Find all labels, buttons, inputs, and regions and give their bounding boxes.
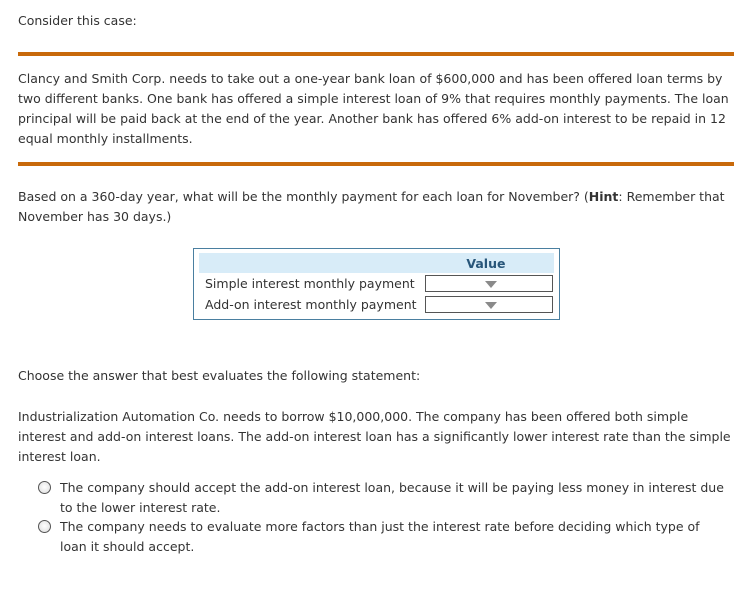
simple-interest-cell: [418, 273, 554, 294]
value-table-header-row: [199, 253, 554, 273]
radio-button-2[interactable]: [38, 520, 51, 533]
dropdown-arrow-icon: [485, 281, 497, 288]
value-table-header-spacer: [199, 253, 418, 273]
simple-interest-dropdown[interactable]: [425, 275, 553, 292]
answer-option-2[interactable]: [38, 517, 728, 557]
table-row: [199, 294, 554, 315]
bottom-divider: [18, 162, 734, 166]
add-on-interest-cell: [418, 294, 554, 315]
case-text: Clancy and Smith Corp. needs to take out a one-year bank loan of $600,000 and has been offered loan terms by two different banks. One bank has offered a simple interest loan of 9% that requires monthly payments. The loan principal will be paid back at the end of the year. Another bank has offered 6% add-on interest to be repaid in 12 equal monthly installments.: [18, 71, 729, 146]
top-divider: [18, 52, 734, 56]
table-row: [199, 273, 554, 294]
hint-label: Hint: [588, 189, 619, 204]
answer-option-1[interactable]: [38, 478, 728, 518]
answer-option-2-text: The company needs to evaluate more factors than just the interest rate before deciding which type of loan it should accept.: [60, 519, 700, 554]
choose-prompt: Choose the answer that best evaluates the following statement:: [18, 368, 421, 383]
dropdown-arrow-icon: [485, 302, 497, 309]
answer-option-1-text: The company should accept the add-on interest loan, because it will be paying less money in interest due to the lower interest rate.: [60, 480, 724, 515]
simple-interest-label: Simple interest monthly payment: [205, 276, 415, 291]
statement-text: Industrialization Automation Co. needs to borrow $10,000,000. The company has been offered both simple interest and add-on interest loans. The add-on interest loan has a significantly lower interest rate than the simple interest loan.: [18, 409, 731, 464]
radio-button-1[interactable]: [38, 481, 51, 494]
question-after-hint: : Remember that November has 30 days.): [18, 189, 725, 224]
question-before-hint: Based on a 360-day year, what will be the monthly payment for each loan for November? (: [18, 189, 589, 204]
add-on-interest-dropdown[interactable]: [425, 296, 553, 313]
value-column-header: Value: [418, 253, 554, 273]
add-on-interest-label: Add-on interest monthly payment: [205, 297, 417, 312]
intro-text: Consider this case:: [18, 13, 137, 28]
value-table: [193, 248, 560, 320]
question-text: [18, 187, 734, 227]
